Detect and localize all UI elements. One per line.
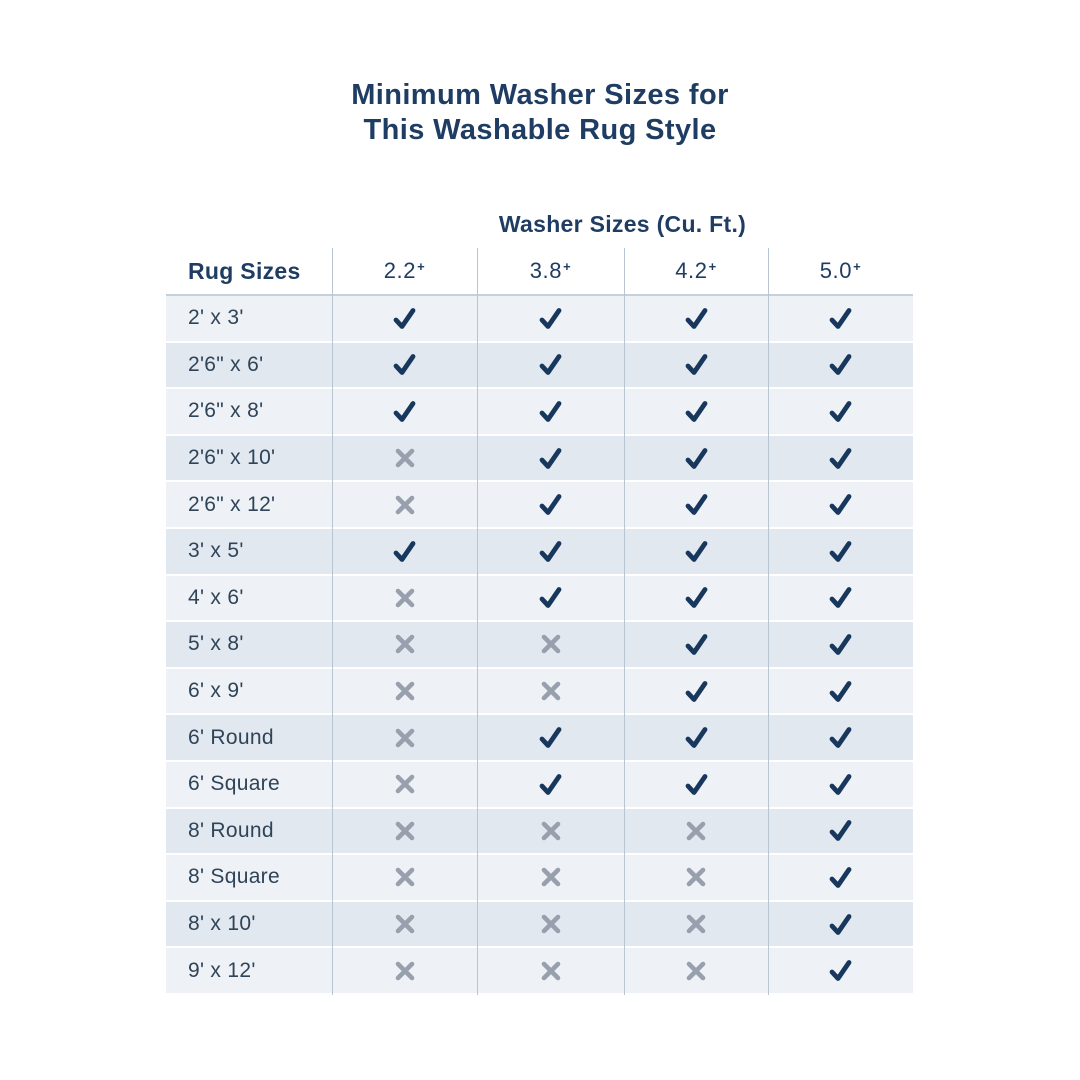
check-icon <box>537 305 564 332</box>
check-icon <box>827 771 854 798</box>
x-icon <box>540 913 562 935</box>
check-icon <box>827 957 854 984</box>
check-icon <box>827 491 854 518</box>
column-header-value: 5.0 <box>819 258 853 283</box>
mark-cell <box>477 622 624 667</box>
column-header <box>332 248 477 294</box>
check-icon <box>827 911 854 938</box>
mark-cell <box>768 855 913 900</box>
table-row <box>166 343 913 390</box>
table-row <box>166 669 913 716</box>
x-icon <box>540 866 562 888</box>
mark-cell <box>624 855 768 900</box>
rug-size-cell: 8' Square <box>188 865 280 889</box>
check-icon <box>683 584 710 611</box>
rug-size-cell: 2'6" x 6' <box>188 352 264 376</box>
x-icon <box>394 960 416 982</box>
check-icon <box>683 538 710 565</box>
check-icon <box>827 538 854 565</box>
mark-cell <box>477 948 624 993</box>
mark-cell <box>624 529 768 574</box>
column-divider <box>768 248 769 995</box>
page-title-line1: Minimum Washer Sizes for <box>351 79 729 111</box>
x-icon <box>685 866 707 888</box>
x-icon <box>394 633 416 655</box>
x-icon <box>394 494 416 516</box>
column-header-value: 3.8 <box>529 258 563 283</box>
mark-cell <box>768 389 913 434</box>
rug-size-cell: 9' x 12' <box>188 958 256 982</box>
x-icon <box>685 913 707 935</box>
mark-cell <box>332 576 477 621</box>
mark-cell <box>332 622 477 667</box>
mark-cell <box>624 576 768 621</box>
washer-compatibility-table <box>166 248 913 995</box>
mark-cell <box>624 622 768 667</box>
check-icon <box>827 445 854 472</box>
table-row <box>166 436 913 483</box>
column-header <box>477 248 624 294</box>
check-icon <box>827 678 854 705</box>
rug-size-cell: 2'6" x 8' <box>188 399 264 423</box>
rug-size-cell: 6' Square <box>188 772 280 796</box>
check-icon <box>391 398 418 425</box>
mark-cell <box>477 762 624 807</box>
rug-size-cell: 8' x 10' <box>188 912 256 936</box>
check-icon <box>537 724 564 751</box>
check-icon <box>827 305 854 332</box>
mark-cell <box>768 482 913 527</box>
mark-cell <box>768 762 913 807</box>
column-header-value: 2.2 <box>383 258 417 283</box>
mark-cell <box>768 715 913 760</box>
mark-cell <box>477 902 624 947</box>
mark-cell <box>332 762 477 807</box>
x-icon <box>540 820 562 842</box>
mark-cell <box>477 343 624 388</box>
table-header-row <box>166 248 913 296</box>
column-header-value: 4.2 <box>675 258 708 283</box>
mark-cell <box>332 809 477 854</box>
mark-cell <box>768 902 913 947</box>
rug-size-cell: 4' x 6' <box>188 585 244 609</box>
x-icon <box>685 820 707 842</box>
page-title-line2: This Washable Rug Style <box>363 114 717 146</box>
check-icon <box>683 445 710 472</box>
check-icon <box>683 305 710 332</box>
rug-size-cell: 8' Round <box>188 818 274 842</box>
table-row <box>166 576 913 623</box>
check-icon <box>537 771 564 798</box>
mark-cell <box>332 948 477 993</box>
check-icon <box>537 398 564 425</box>
check-icon <box>391 538 418 565</box>
check-icon <box>391 351 418 378</box>
check-icon <box>827 631 854 658</box>
check-icon <box>683 398 710 425</box>
rug-size-cell: 5' x 8' <box>188 632 244 656</box>
mark-cell <box>332 855 477 900</box>
table-row <box>166 482 913 529</box>
mark-cell <box>768 296 913 341</box>
plus-sign: + <box>417 258 426 274</box>
table-row <box>166 529 913 576</box>
table-row <box>166 902 913 949</box>
mark-cell <box>624 809 768 854</box>
mark-cell <box>624 343 768 388</box>
check-icon <box>827 351 854 378</box>
check-icon <box>537 584 564 611</box>
rug-size-cell: 3' x 5' <box>188 539 244 563</box>
table-row <box>166 948 913 995</box>
x-icon <box>394 587 416 609</box>
x-icon <box>394 680 416 702</box>
check-icon <box>537 538 564 565</box>
table-row <box>166 622 913 669</box>
check-icon <box>827 398 854 425</box>
column-header <box>768 248 913 294</box>
x-icon <box>394 820 416 842</box>
check-icon <box>537 445 564 472</box>
rug-size-cell: 2' x 3' <box>188 306 244 330</box>
column-divider <box>624 248 625 995</box>
x-icon <box>540 680 562 702</box>
mark-cell <box>477 482 624 527</box>
rug-sizes-header: Rug Sizes <box>188 257 301 284</box>
mark-cell <box>332 529 477 574</box>
x-icon <box>394 773 416 795</box>
mark-cell <box>624 902 768 947</box>
mark-cell <box>332 343 477 388</box>
check-icon <box>683 491 710 518</box>
rug-size-cell: 6' x 9' <box>188 679 244 703</box>
mark-cell <box>768 809 913 854</box>
table-row <box>166 296 913 343</box>
mark-cell <box>768 622 913 667</box>
mark-cell <box>768 948 913 993</box>
mark-cell <box>332 715 477 760</box>
check-icon <box>683 771 710 798</box>
check-icon <box>683 631 710 658</box>
mark-cell <box>624 436 768 481</box>
column-header <box>624 248 768 294</box>
mark-cell <box>332 482 477 527</box>
mark-cell <box>624 296 768 341</box>
x-icon <box>394 447 416 469</box>
mark-cell <box>477 669 624 714</box>
plus-sign: + <box>563 258 572 274</box>
mark-cell <box>477 529 624 574</box>
x-icon <box>394 727 416 749</box>
column-divider <box>332 248 333 995</box>
check-icon <box>827 817 854 844</box>
check-icon <box>683 678 710 705</box>
mark-cell <box>624 669 768 714</box>
check-icon <box>827 864 854 891</box>
mark-cell <box>624 389 768 434</box>
plus-sign: + <box>853 258 862 274</box>
mark-cell <box>768 343 913 388</box>
check-icon <box>537 491 564 518</box>
table-row <box>166 855 913 902</box>
mark-cell <box>477 296 624 341</box>
table-row <box>166 762 913 809</box>
mark-cell <box>477 855 624 900</box>
mark-cell <box>332 296 477 341</box>
check-icon <box>683 351 710 378</box>
x-icon <box>540 960 562 982</box>
mark-cell <box>477 576 624 621</box>
mark-cell <box>332 902 477 947</box>
table-body <box>166 296 913 995</box>
mark-cell <box>624 715 768 760</box>
x-icon <box>394 866 416 888</box>
page-title <box>0 78 1080 148</box>
mark-cell <box>768 436 913 481</box>
mark-cell <box>477 389 624 434</box>
mark-cell <box>768 529 913 574</box>
rug-size-cell: 6' Round <box>188 725 274 749</box>
mark-cell <box>624 482 768 527</box>
mark-cell <box>477 436 624 481</box>
x-icon <box>540 633 562 655</box>
mark-cell <box>332 436 477 481</box>
table-row <box>166 715 913 762</box>
column-divider <box>477 248 478 995</box>
washer-sizes-group-header: Washer Sizes (Cu. Ft.) <box>498 211 747 237</box>
table-row <box>166 809 913 856</box>
x-icon <box>685 960 707 982</box>
mark-cell <box>332 669 477 714</box>
check-icon <box>391 305 418 332</box>
mark-cell <box>624 948 768 993</box>
mark-cell <box>332 389 477 434</box>
plus-sign: + <box>708 258 717 274</box>
mark-cell <box>624 762 768 807</box>
table-row <box>166 389 913 436</box>
check-icon <box>683 724 710 751</box>
x-icon <box>394 913 416 935</box>
check-icon <box>827 584 854 611</box>
mark-cell <box>477 715 624 760</box>
rug-size-cell: 2'6" x 10' <box>188 446 276 470</box>
mark-cell <box>768 576 913 621</box>
check-icon <box>827 724 854 751</box>
rug-size-cell: 2'6" x 12' <box>188 492 276 516</box>
mark-cell <box>477 809 624 854</box>
check-icon <box>537 351 564 378</box>
mark-cell <box>768 669 913 714</box>
